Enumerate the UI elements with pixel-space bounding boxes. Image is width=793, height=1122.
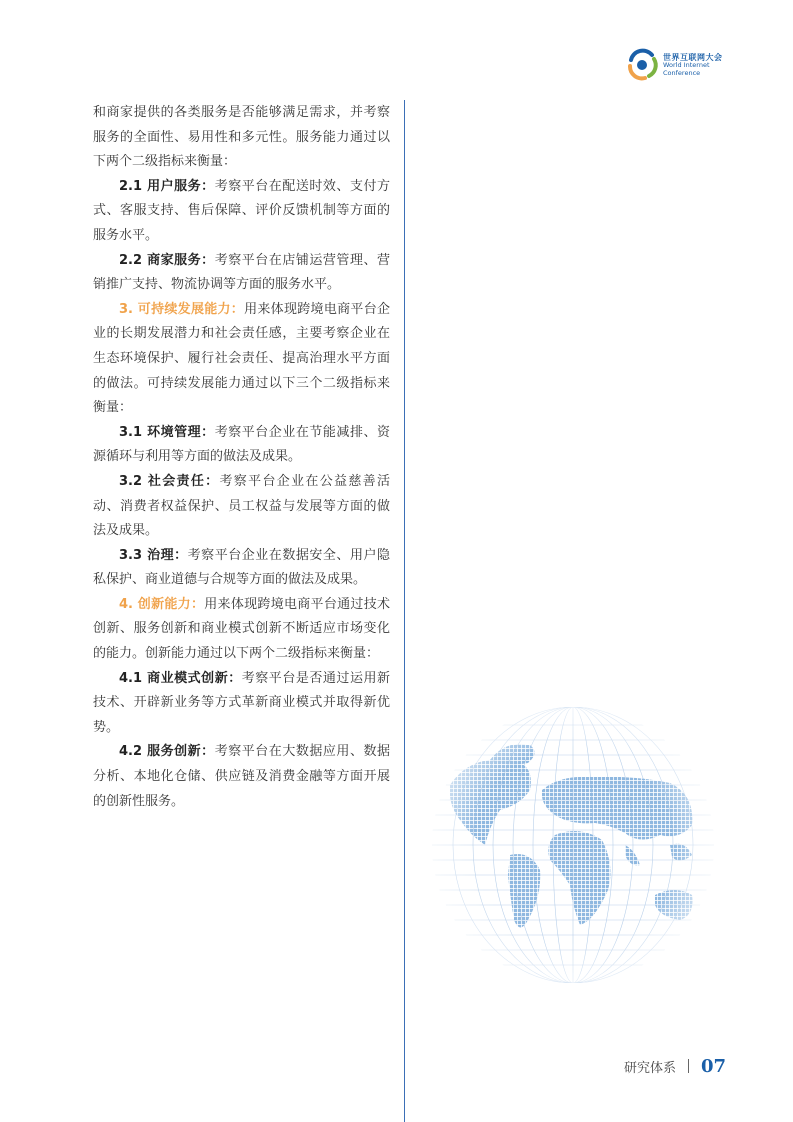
- logo-english-line1: World Internet: [663, 61, 710, 69]
- paragraph-continuation: 和商家提供的各类服务是否能够满足需求，并考察服务的全面性、易用性和多元性。服务能力通过以下两个二级指标来衡量：: [93, 105, 390, 170]
- term-innovation: 4. 创新能力：: [119, 596, 205, 612]
- term-environment: 3.1 环境管理：: [119, 424, 215, 440]
- term-governance: 3.3 治理：: [119, 547, 188, 563]
- paragraph-user-service: [93, 175, 390, 249]
- logo-english-name: [663, 62, 710, 77]
- paragraph-social-responsibility: [93, 470, 390, 544]
- text-governance: 考察平台企业在数据安全、用户隐私保护、商业道德与合规等方面的做法及成果。: [93, 547, 390, 588]
- conference-emblem-icon: [625, 46, 659, 82]
- text-merchant-service: 考察平台在店铺运营管理、营销推广支持、物流协调等方面的服务水平。: [93, 252, 390, 293]
- text-user-service: 考察平台在配送时效、支付方式、客服支持、售后保障、评价反馈机制等方面的服务水平。: [93, 178, 390, 243]
- paragraph-service-innovation: [93, 740, 390, 814]
- footer-section-title: 研究体系: [624, 1060, 677, 1076]
- term-user-service: 2.1 用户服务：: [119, 178, 215, 194]
- text-social-responsibility: 考察平台企业在公益慈善活动、消费者权益保护、员工权益与发展等方面的做法及成果。: [93, 473, 390, 539]
- text-business-model: 考察平台是否通过运用新技术、开辟新业务等方式革新商业模式并取得新优势。: [93, 670, 390, 735]
- main-text-column: [93, 101, 390, 814]
- term-social-responsibility: 3.2 社会责任：: [119, 473, 220, 489]
- term-business-model: 4.1 商业模式创新：: [119, 670, 242, 686]
- vertical-divider: [404, 100, 405, 1122]
- conference-logo: [625, 46, 725, 86]
- term-merchant-service: 2.2 商家服务：: [119, 252, 215, 268]
- logo-chinese-name: 世界互联网大会: [663, 53, 723, 62]
- paragraph-sustainability: [93, 298, 390, 421]
- globe-world-map-icon: [430, 705, 716, 985]
- paragraph-environment: [93, 421, 390, 470]
- paragraph-governance: [93, 544, 390, 593]
- page-footer: [624, 1054, 726, 1078]
- paragraph-merchant-service: [93, 249, 390, 298]
- logo-english-line2: Conference: [663, 68, 701, 77]
- paragraph-innovation: [93, 593, 390, 667]
- term-service-innovation: 4.2 服务创新：: [119, 744, 215, 760]
- text-service-innovation: 考察平台在大数据应用、数据分析、本地化仓储、供应链及消费金融等方面开展的创新性服务。: [93, 744, 390, 809]
- footer-separator: [688, 1059, 689, 1073]
- text-environment: 考察平台企业在节能减排、资源循环与利用等方面的做法及成果。: [93, 424, 390, 465]
- paragraph-business-model: [93, 667, 390, 741]
- term-sustainability: 3. 可持续发展能力：: [119, 301, 245, 317]
- page-number: 07: [701, 1055, 727, 1077]
- text-innovation: 用来体现跨境电商平台通过技术创新、服务创新和商业模式创新不断适应市场变化的能力。创新能力通过以下两个二级指标来衡量：: [93, 596, 390, 662]
- text-sustainability: 用来体现跨境电商平台企业的长期发展潜力和社会责任感，主要考察企业在生态环境保护、履行社会责任、提高治理水平方面的做法。可持续发展能力通过以下三个二级指标来衡量：: [93, 301, 390, 416]
